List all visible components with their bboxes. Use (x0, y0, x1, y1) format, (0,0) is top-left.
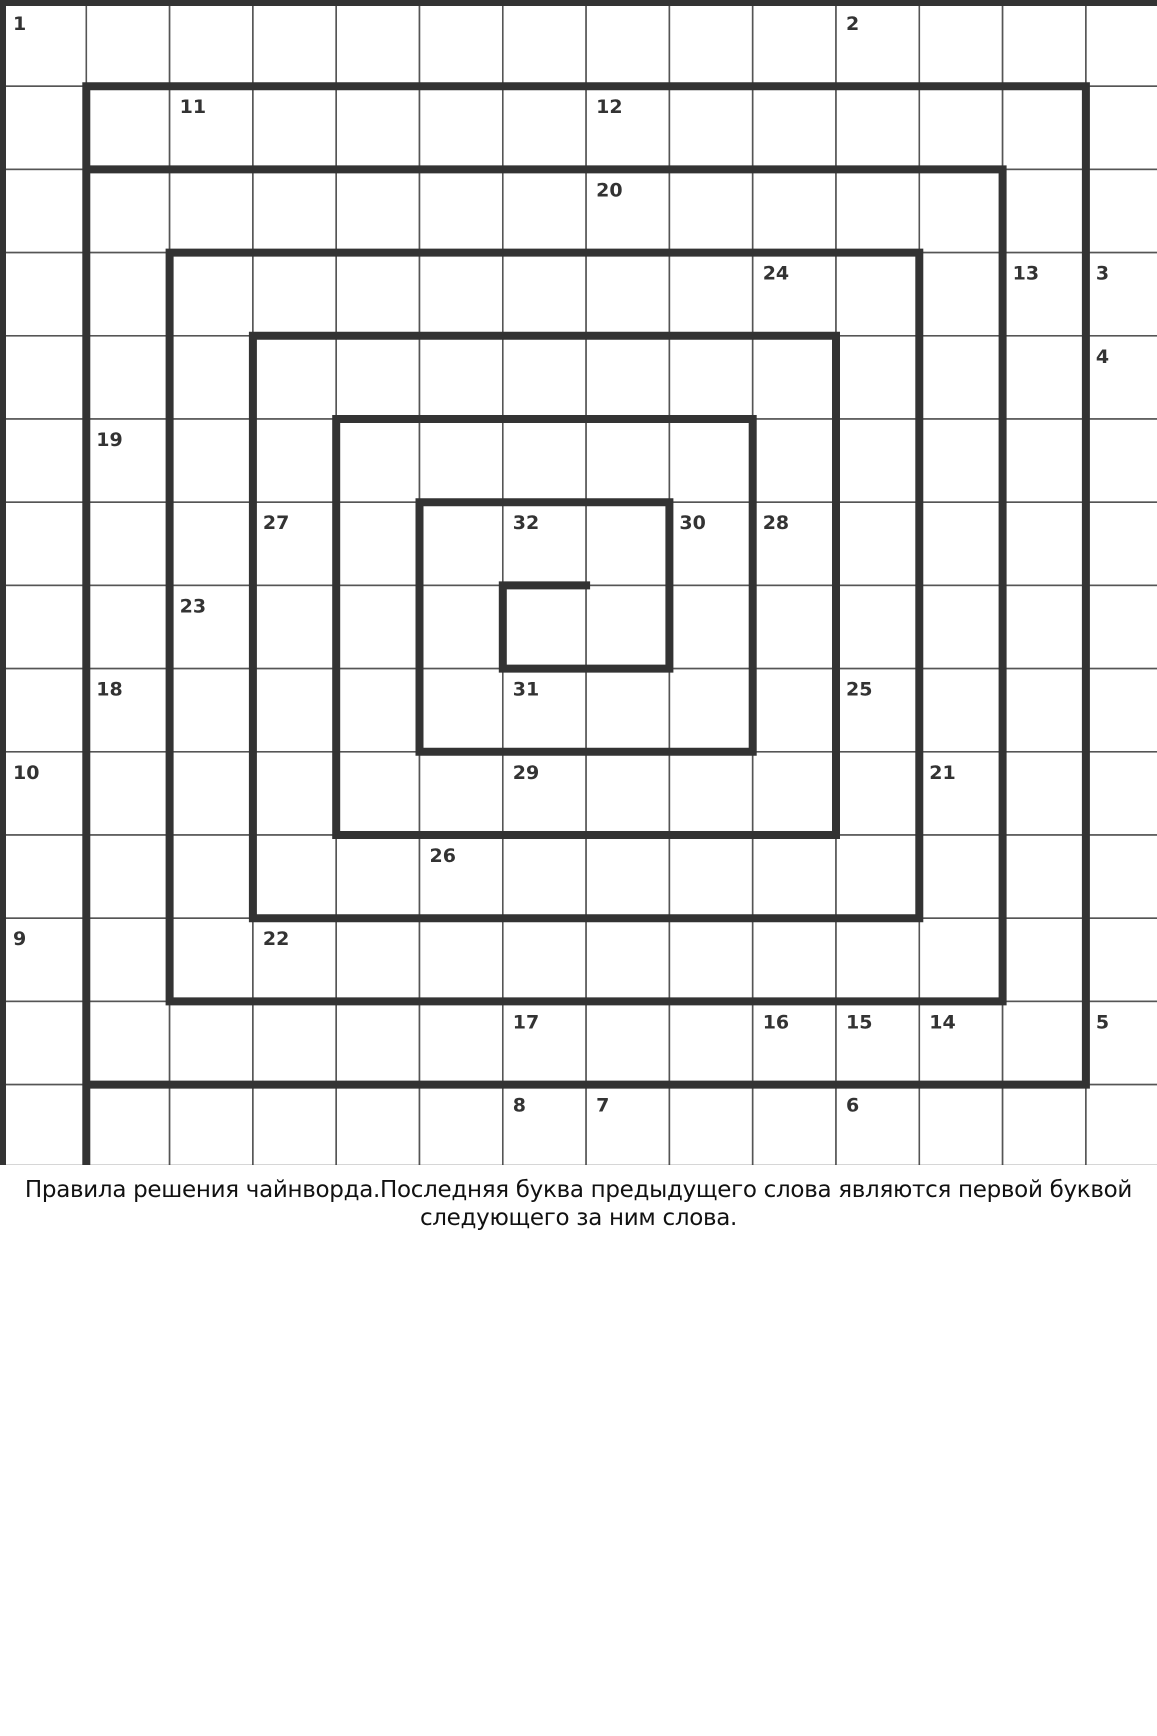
puzzle-cell[interactable] (420, 502, 503, 585)
puzzle-cell[interactable] (336, 1001, 419, 1084)
puzzle-cell[interactable] (586, 253, 669, 336)
clue-number: 5 (1095, 1011, 1110, 1034)
puzzle-cell[interactable] (3, 835, 86, 918)
puzzle-cell[interactable] (1086, 835, 1157, 918)
puzzle-cell[interactable] (1086, 585, 1157, 668)
puzzle-cell[interactable] (836, 918, 919, 1001)
puzzle-cell[interactable] (1086, 752, 1157, 835)
puzzle-cell[interactable] (503, 3, 586, 86)
puzzle-cell[interactable] (1086, 918, 1157, 1001)
puzzle-cell[interactable] (836, 169, 919, 252)
puzzle-cell[interactable] (253, 835, 336, 918)
puzzle-cell[interactable] (753, 336, 836, 419)
puzzle-cell[interactable] (1086, 169, 1157, 252)
puzzle-cell[interactable] (919, 86, 1002, 169)
puzzle-cell[interactable] (3, 169, 86, 252)
puzzle-cell[interactable] (669, 169, 752, 252)
clue-number: 14 (929, 1011, 956, 1034)
puzzle-cell[interactable] (836, 86, 919, 169)
puzzle-cell[interactable] (586, 336, 669, 419)
puzzle-cell[interactable] (586, 1001, 669, 1084)
puzzle-cell[interactable] (1003, 336, 1086, 419)
puzzle-cell[interactable] (253, 419, 336, 502)
clue-number: 4 (1095, 345, 1110, 368)
puzzle-cell[interactable] (503, 253, 586, 336)
puzzle-cell[interactable] (1003, 169, 1086, 252)
puzzle-cell[interactable] (3, 253, 86, 336)
puzzle-cell[interactable] (253, 169, 336, 252)
puzzle-cell[interactable] (420, 669, 503, 752)
puzzle-cell[interactable] (836, 253, 919, 336)
puzzle-cell[interactable] (3, 419, 86, 502)
puzzle-cell[interactable] (669, 86, 752, 169)
puzzle-cell[interactable] (420, 336, 503, 419)
puzzle-cell[interactable] (1003, 585, 1086, 668)
puzzle-cell[interactable] (919, 3, 1002, 86)
clue-number: 29 (512, 761, 540, 784)
puzzle-cell[interactable] (753, 918, 836, 1001)
puzzle-cell[interactable] (669, 336, 752, 419)
puzzle-cell[interactable] (3, 502, 86, 585)
puzzle-cell[interactable] (86, 253, 169, 336)
clue-number: 19 (96, 429, 123, 451)
puzzle-cell[interactable] (170, 752, 253, 835)
clue-number: 23 (179, 595, 207, 618)
clue-number: 7 (596, 1094, 610, 1117)
clue-number: 24 (762, 262, 790, 285)
puzzle-cell[interactable] (753, 169, 836, 252)
puzzle-cell[interactable] (170, 253, 253, 336)
puzzle-cell[interactable] (503, 585, 586, 668)
puzzle-cell[interactable] (1086, 669, 1157, 752)
puzzle-cell[interactable] (919, 419, 1002, 502)
clue-number: 6 (846, 1094, 860, 1117)
puzzle-cell[interactable] (503, 835, 586, 918)
puzzle-cell[interactable] (170, 3, 253, 86)
puzzle-cell[interactable] (586, 502, 669, 585)
puzzle-cell[interactable] (1003, 918, 1086, 1001)
clue-number: 12 (596, 96, 623, 119)
puzzle-cell[interactable] (170, 169, 253, 252)
clue-number: 8 (512, 1094, 527, 1117)
puzzle-cell[interactable] (586, 3, 669, 86)
puzzle-cell[interactable] (253, 253, 336, 336)
puzzle-cell[interactable] (3, 585, 86, 668)
clue-number: 17 (512, 1011, 540, 1034)
puzzle-cell[interactable] (86, 918, 169, 1001)
clue-number: 16 (762, 1011, 790, 1034)
puzzle-cell[interactable] (420, 253, 503, 336)
puzzle-cell[interactable] (253, 669, 336, 752)
puzzle-cell[interactable] (336, 253, 419, 336)
puzzle-cell[interactable] (586, 752, 669, 835)
puzzle-cell[interactable] (336, 336, 419, 419)
puzzle-cell[interactable] (3, 336, 86, 419)
clue-number: 13 (1012, 262, 1040, 285)
puzzle-cell[interactable] (753, 752, 836, 835)
puzzle-cell[interactable] (86, 3, 169, 86)
puzzle-cell[interactable] (170, 336, 253, 419)
puzzle-cell[interactable] (253, 86, 336, 169)
puzzle-cell[interactable] (836, 835, 919, 918)
clue-number: 18 (96, 678, 123, 701)
puzzle-cell[interactable] (86, 585, 169, 668)
puzzle-cell[interactable] (503, 86, 586, 169)
puzzle-cell[interactable] (86, 336, 169, 419)
puzzle-cell[interactable] (336, 752, 419, 835)
puzzle-cell[interactable] (336, 502, 419, 585)
puzzle-cell[interactable] (669, 918, 752, 1001)
puzzle-cell[interactable] (420, 752, 503, 835)
puzzle-cell[interactable] (1003, 669, 1086, 752)
puzzle-cell[interactable] (3, 669, 86, 752)
puzzle-cell[interactable] (503, 169, 586, 252)
puzzle-cell[interactable] (336, 86, 419, 169)
clue-number: 32 (512, 512, 540, 535)
puzzle-cell[interactable] (919, 502, 1002, 585)
puzzle-cell[interactable] (336, 1085, 419, 1165)
puzzle-cell[interactable] (836, 336, 919, 419)
puzzle-cell[interactable] (170, 669, 253, 752)
puzzle-cell[interactable] (3, 1085, 86, 1165)
puzzle-cell[interactable] (86, 1085, 169, 1165)
clue-number: 30 (679, 512, 706, 535)
puzzle-cell[interactable] (836, 419, 919, 502)
puzzle-cell[interactable] (669, 585, 752, 668)
puzzle-cell[interactable] (253, 585, 336, 668)
puzzle-cell[interactable] (253, 752, 336, 835)
puzzle-cell[interactable] (586, 835, 669, 918)
puzzle-cell[interactable] (336, 585, 419, 668)
puzzle-cell[interactable] (919, 169, 1002, 252)
puzzle-cell[interactable] (420, 3, 503, 86)
puzzle-cell[interactable] (753, 835, 836, 918)
puzzle-cell[interactable] (420, 169, 503, 252)
clue-number: 2 (846, 13, 860, 35)
puzzle-cell[interactable] (420, 1001, 503, 1084)
puzzle-cell[interactable] (336, 918, 419, 1001)
puzzle-cell[interactable] (170, 835, 253, 918)
puzzle-cell[interactable] (836, 585, 919, 668)
clue-number: 15 (846, 1011, 873, 1034)
puzzle-cell[interactable] (86, 502, 169, 585)
puzzle-cell[interactable] (1086, 86, 1157, 169)
clue-number: 28 (762, 512, 790, 535)
puzzle-cell[interactable] (420, 86, 503, 169)
puzzle-cell[interactable] (753, 669, 836, 752)
puzzle-cell[interactable] (669, 835, 752, 918)
puzzle-cell[interactable] (1086, 419, 1157, 502)
puzzle-cell[interactable] (1003, 1001, 1086, 1084)
puzzle-cell[interactable] (3, 1001, 86, 1084)
puzzle-cell[interactable] (1086, 502, 1157, 585)
puzzle-cell[interactable] (170, 918, 253, 1001)
puzzle-cell[interactable] (669, 752, 752, 835)
puzzle-cell[interactable] (586, 669, 669, 752)
puzzle-cell[interactable] (919, 253, 1002, 336)
puzzle-cell[interactable] (669, 419, 752, 502)
puzzle-cell[interactable] (586, 585, 669, 668)
puzzle-cell[interactable] (1003, 835, 1086, 918)
clue-number: 25 (846, 678, 873, 701)
puzzle-cell[interactable] (919, 1085, 1002, 1165)
puzzle-cell[interactable] (753, 419, 836, 502)
puzzle-cell[interactable] (3, 86, 86, 169)
puzzle-cell[interactable] (669, 669, 752, 752)
clue-number: 1 (13, 13, 27, 35)
puzzle-cell[interactable] (1003, 502, 1086, 585)
puzzle-cell[interactable] (170, 1085, 253, 1165)
puzzle-cell[interactable] (86, 752, 169, 835)
clue-number: 20 (596, 179, 623, 202)
puzzle-rules-text: Правила решения чайнворда.Последняя буква предыдущего слова являются первой буквой следующего за ним слова. (24, 1177, 1133, 1231)
clue-number: 10 (13, 761, 40, 784)
clue-number: 26 (429, 845, 456, 867)
clue-number: 21 (929, 761, 956, 784)
puzzle-cell[interactable] (1003, 419, 1086, 502)
puzzle-cell[interactable] (336, 3, 419, 86)
puzzle-cell[interactable] (503, 419, 586, 502)
puzzle-cell[interactable] (336, 419, 419, 502)
puzzle-cell[interactable] (919, 336, 1002, 419)
puzzle-cell[interactable] (669, 1085, 752, 1165)
puzzle-cell[interactable] (170, 502, 253, 585)
clue-number: 22 (262, 928, 290, 951)
puzzle-cell[interactable] (253, 3, 336, 86)
clue-number: 11 (179, 96, 207, 119)
puzzle-cell[interactable] (919, 918, 1002, 1001)
puzzle-cell[interactable] (586, 918, 669, 1001)
clue-number: 3 (1095, 262, 1110, 285)
puzzle-cell[interactable] (1086, 1085, 1157, 1165)
puzzle-cell[interactable] (919, 585, 1002, 668)
puzzle-cell[interactable] (336, 669, 419, 752)
puzzle-cell[interactable] (503, 336, 586, 419)
puzzle-cell[interactable] (420, 585, 503, 668)
puzzle-cell[interactable] (1003, 1085, 1086, 1165)
puzzle-cell[interactable] (919, 669, 1002, 752)
clue-number: 31 (512, 678, 540, 701)
puzzle-cell[interactable] (919, 835, 1002, 918)
puzzle-cell[interactable] (253, 336, 336, 419)
puzzle-cell[interactable] (586, 419, 669, 502)
puzzle-cell[interactable] (253, 1001, 336, 1084)
puzzle-cell[interactable] (1003, 3, 1086, 86)
puzzle-cell[interactable] (86, 835, 169, 918)
puzzle-cell[interactable] (86, 1001, 169, 1084)
puzzle-cell[interactable] (1086, 3, 1157, 86)
puzzle-cell[interactable] (753, 585, 836, 668)
puzzle-cell[interactable] (669, 3, 752, 86)
puzzle-cell[interactable] (253, 1085, 336, 1165)
puzzle-cell[interactable] (753, 3, 836, 86)
puzzle-cell[interactable] (669, 1001, 752, 1084)
clue-number: 9 (13, 928, 27, 951)
puzzle-cell[interactable] (836, 502, 919, 585)
puzzle-cell[interactable] (336, 835, 419, 918)
puzzle-cell[interactable] (1003, 752, 1086, 835)
puzzle-cell[interactable] (503, 918, 586, 1001)
puzzle-cell[interactable] (420, 1085, 503, 1165)
puzzle-cell[interactable] (1003, 86, 1086, 169)
clue-number: 27 (262, 512, 290, 535)
puzzle-cell[interactable] (170, 419, 253, 502)
puzzle-cell[interactable] (86, 86, 169, 169)
puzzle-cell[interactable] (420, 419, 503, 502)
puzzle-cell[interactable] (336, 169, 419, 252)
puzzle-cell[interactable] (836, 752, 919, 835)
puzzle-cell[interactable] (753, 1085, 836, 1165)
puzzle-cell[interactable] (669, 253, 752, 336)
puzzle-cell[interactable] (170, 1001, 253, 1084)
puzzle-cell[interactable] (420, 918, 503, 1001)
puzzle-cell[interactable] (86, 169, 169, 252)
puzzle-cell[interactable] (753, 86, 836, 169)
